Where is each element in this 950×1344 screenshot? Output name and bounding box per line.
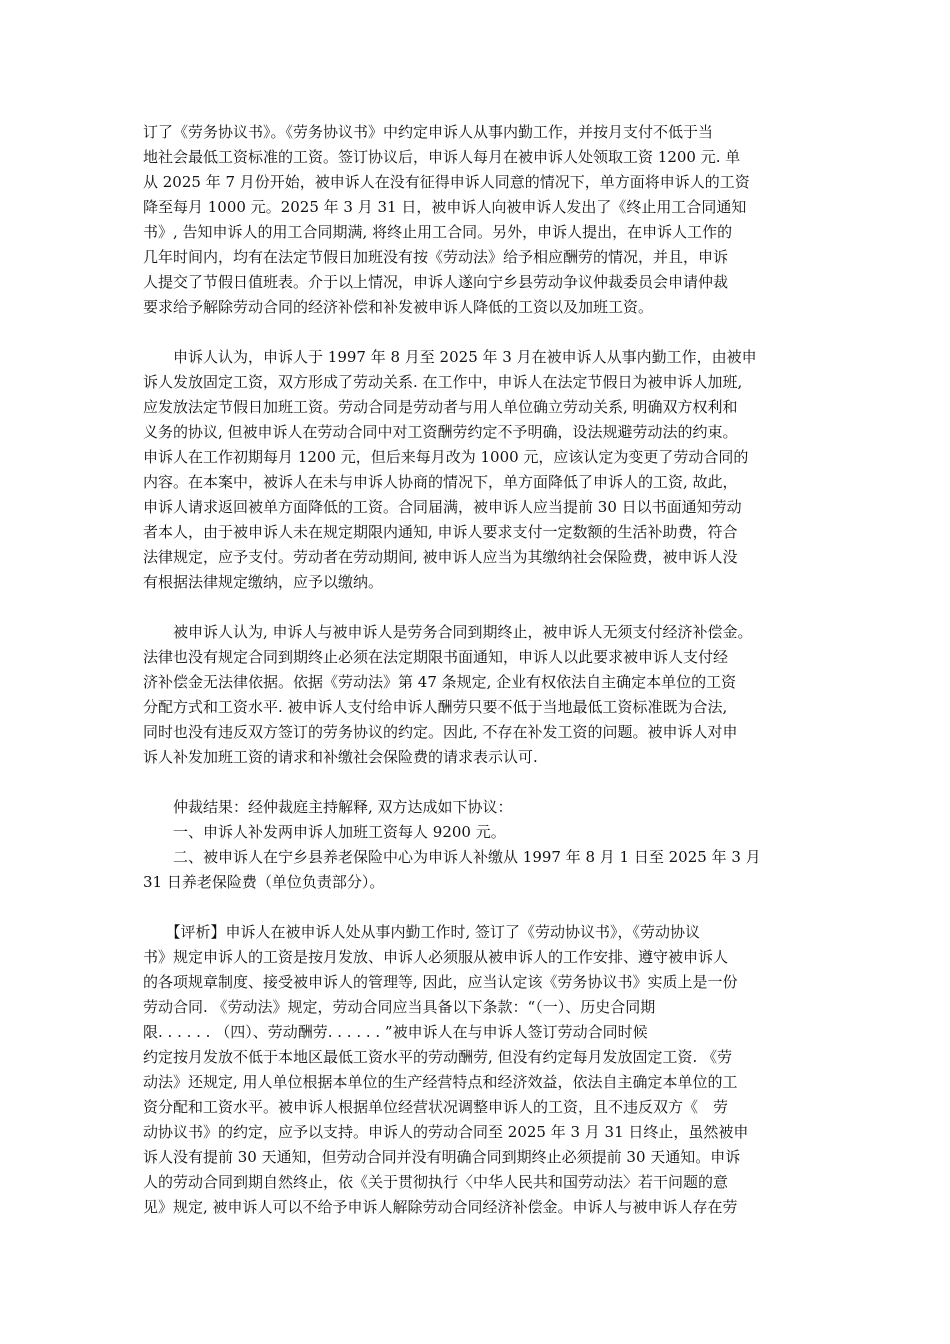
text-line: 诉人发放固定工资，双方形成了劳动关系. 在工作中，申诉人在法定节假日为被申诉人加班, xyxy=(143,373,743,391)
text-line: 31 日养老保险费（单位负责部分）。 xyxy=(143,873,385,891)
text-line: 动协议书》的约定，应予以支持。申诉人的劳动合同至 2025 年 3 月 31 日终止，虽然被申 xyxy=(143,1123,749,1141)
paragraph-applicant-claim xyxy=(143,345,815,595)
text-line: 要求给予解除劳动合同的经济补偿和补发被申诉人降低的工资以及加班工资。 xyxy=(143,298,654,316)
text-line: 义务的协议, 但被申诉人在劳动合同中对工资酬劳约定不予明确，设法规避劳动法的约束。 xyxy=(143,423,738,441)
text-line: 同时也没有违反双方签订的劳务协议的约定。因此, 不存在补发工资的问题。被申诉人对申 xyxy=(143,723,738,741)
text-line: 法律也没有规定合同到期终止必须在法定期限书面通知，申诉人以此要求被申诉人支付经 xyxy=(143,648,729,666)
paragraph-commentary xyxy=(143,920,815,1220)
text-line: 订了《劳务协议书》。《劳务协议书》中约定申诉人从事内勤工作，并按月支付不低于当 xyxy=(143,123,714,141)
text-line: 人的劳动合同到期自然终止，依《关于贯彻执行〈中华人民共和国劳动法〉若干问题的意 xyxy=(143,1173,729,1191)
text-line: 一、申诉人补发两申诉人加班工资每人 9200 元。 xyxy=(143,823,506,841)
text-line: 诉人没有提前 30 天通知，但劳动合同并没有明确合同到期终止必须提前 30 天通知。申诉 xyxy=(143,1148,741,1166)
text-line: 约定按月发放不低于本地区最低工资水平的劳动酬劳, 但没有约定每月发放固定工资. 《劳 xyxy=(143,1048,733,1066)
text-line: 申诉人认为，申诉人于 1997 年 8 月至 2025 年 3 月在被申诉人从事内勤工作，由被申 xyxy=(143,348,757,366)
text-line: 书》, 告知申诉人的用工合同期满, 将终止用工合同。另外，申诉人提出，在申诉人工作的 xyxy=(143,223,733,241)
paragraph-spacer xyxy=(143,320,815,345)
text-line: 动法》还规定, 用人单位根据本单位的生产经营特点和经济效益，依法自主确定本单位的工 xyxy=(143,1073,738,1091)
text-line: 几年时间内，均有在法定节假日加班没有按《劳动法》给予相应酬劳的情况，并且，申诉 xyxy=(143,248,729,266)
text-line: 申诉人在工作初期每月 1200 元，但后来每月改为 1000 元，应该认定为变更了劳动合同的 xyxy=(143,448,749,466)
paragraph-arbitration-result xyxy=(143,795,815,895)
paragraph-spacer xyxy=(143,595,815,620)
text-line: 二、被申诉人在宁乡县养老保险中心为申诉人补缴从 1997 年 8 月 1 日至 2025 年 3 月 xyxy=(143,848,761,866)
text-line: 有根据法律规定缴纳，应予以缴纳。 xyxy=(143,573,384,591)
text-line: 法律规定，应予支付。劳动者在劳动期间, 被申诉人应当为其缴纳社会保险费，被申诉人没 xyxy=(143,548,738,566)
text-line: 申诉人请求返回被单方面降低的工资。合同届满，被申诉人应当提前 30 日以书面通知劳动 xyxy=(143,498,742,516)
text-line: 见》规定, 被申诉人可以不给予申诉人解除劳动合同经济补偿金。申诉人与被申诉人存在劳 xyxy=(143,1198,738,1216)
text-line: 地社会最低工资标准的工资。签订协议后，申诉人每月在被申诉人处领取工资 1200 元. 单 xyxy=(143,148,741,166)
paragraph-contract-background xyxy=(143,120,815,320)
text-line: 劳动合同. 《劳动法》规定，劳动合同应当具备以下条款：“（一）、历史合同期 xyxy=(143,998,656,1016)
text-line: 济补偿金无法律依据。依据《劳动法》第 47 条规定, 企业有权依法自主确定本单位的工资 xyxy=(143,673,737,691)
document-page xyxy=(143,120,815,1220)
text-line: 内容。在本案中，被诉人在未与申诉人协商的情况下，单方面降低了申诉人的工资, 故此， xyxy=(143,473,738,491)
text-line: 降至每月 1000 元。2025 年 3 月 31 日，被申诉人向被申诉人发出了《终止用工合同通知 xyxy=(143,198,747,216)
text-line: 的各项规章制度、接受被申诉人的管理等, 因此，应当认定该《劳务协议书》实质上是一份 xyxy=(143,973,738,991)
text-line: 仲裁结果：经仲裁庭主持解释, 双方达成如下协议： xyxy=(143,798,513,816)
text-line: 被申诉人认为, 申诉人与被申诉人是劳务合同到期终止，被申诉人无须支付经济补偿金。 xyxy=(143,623,753,641)
paragraph-respondent-defense xyxy=(143,620,815,770)
text-line: 【评析】申诉人在被申诉人处从事内勤工作时, 签订了《劳动协议书》，《劳动协议 xyxy=(143,923,701,941)
paragraph-spacer xyxy=(143,770,815,795)
text-line: 资分配和工资水平。被申诉人根据单位经营状况调整申诉人的工资，且不违反双方《 劳 xyxy=(143,1098,729,1116)
text-line: 分配方式和工资水平. 被申诉人支付给申诉人酬劳只要不低于当地最低工资标准既为合法, xyxy=(143,698,728,716)
text-line: 诉人补发加班工资的请求和补缴社会保险费的请求表示认可. xyxy=(143,748,538,766)
paragraph-spacer xyxy=(143,895,815,920)
text-line: 限. . . . . . （四）、劳动酬劳. . . . . . ”被申诉人在与申诉人签订劳动合同时候 xyxy=(143,1023,648,1041)
text-line: 书》规定申诉人的工资是按月发放、申诉人必须服从被申诉人的工作安排、遵守被申诉人 xyxy=(143,948,729,966)
text-line: 从 2025 年 7 月份开始，被申诉人在没有征得申诉人同意的情况下，单方面将申诉人的工资 xyxy=(143,173,750,191)
text-line: 者本人，由于被申诉人未在规定期限内通知, 申诉人要求支付一定数额的生活补助费，符合 xyxy=(143,523,738,541)
text-line: 人提交了节假日值班表。介于以上情况，申诉人遂向宁乡县劳动争议仲裁委员会申请仲裁 xyxy=(143,273,729,291)
text-line: 应发放法定节假日加班工资。劳动合同是劳动者与用人单位确立劳动关系, 明确双方权利和 xyxy=(143,398,738,416)
